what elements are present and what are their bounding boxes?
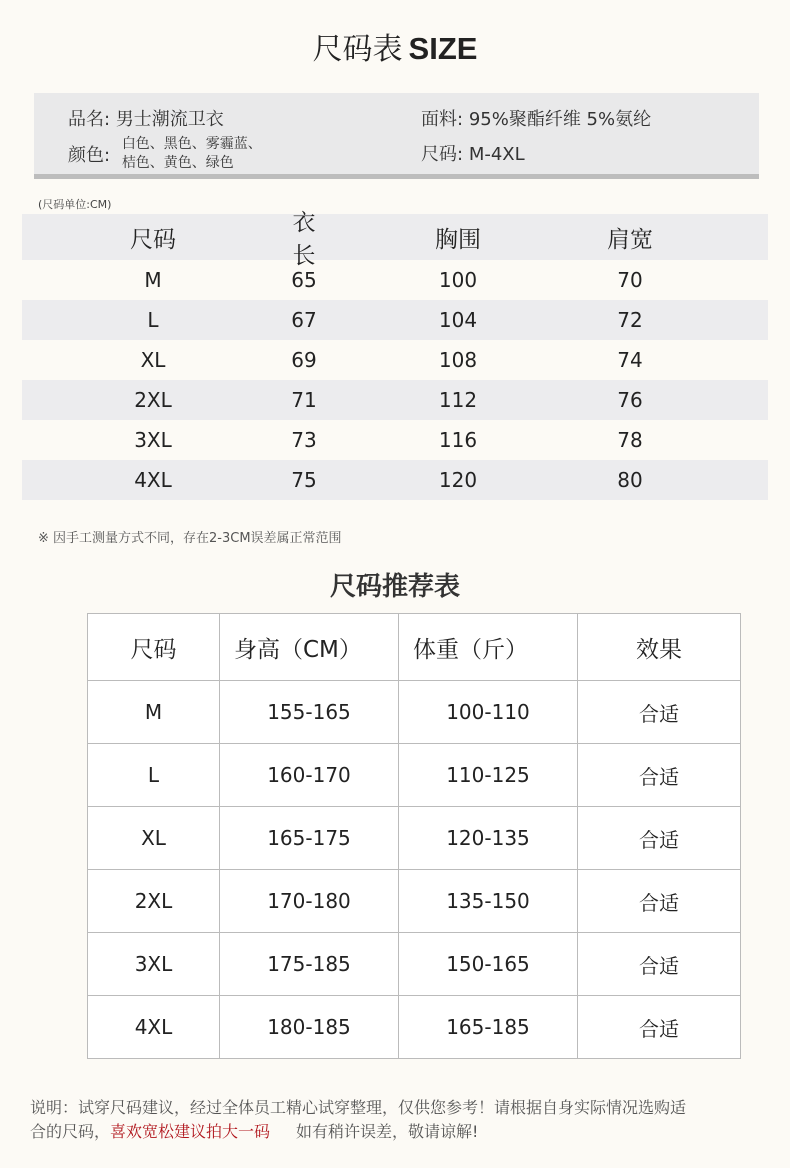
fabric-label: 面料: (421, 109, 464, 130)
header-chest: 胸围 (435, 226, 481, 253)
color-line-2: 桔色、黄色、绿色 (121, 155, 234, 171)
size-range-label: 尺码: (421, 144, 464, 165)
rec-height-cell: 180-185 (220, 996, 399, 1059)
footer-line-1: 说明：试穿尺码建议，经过全体员工精心试穿整理，仅供您参考！请根据自身实际情况选购适 (30, 1098, 687, 1117)
size-table-row (22, 340, 768, 380)
length-cell: 69 (291, 348, 317, 372)
product-info-panel (34, 93, 759, 179)
rec-weight-cell: 120-135 (399, 807, 578, 870)
rec-weight-cell: 100-110 (399, 681, 578, 744)
rec-header-height: 身高（CM） (220, 614, 399, 681)
length-cell: 65 (291, 268, 317, 292)
footer-line-2b: 如有稍许误差，敬请谅解! (296, 1122, 479, 1141)
size-table-row (22, 460, 768, 500)
recommend-table-row (88, 933, 741, 996)
size-cell: XL (140, 348, 166, 372)
chest-cell: 112 (438, 388, 478, 412)
recommend-table (87, 613, 741, 1059)
color-row (68, 136, 262, 173)
size-cell: 2XL (134, 388, 172, 412)
recommend-table-row (88, 681, 741, 744)
length-cell: 73 (291, 428, 317, 452)
rec-effect-cell: 合适 (578, 744, 741, 807)
page-title-cn: 尺码表 (312, 32, 403, 67)
footer-note (30, 1096, 770, 1144)
shoulder-cell: 78 (617, 428, 643, 452)
size-cell: M (144, 268, 162, 292)
rec-size-cell: M (88, 681, 220, 744)
rec-header-weight: 体重（斤） (399, 614, 578, 681)
chest-cell: 104 (438, 308, 478, 332)
size-cell: L (147, 308, 159, 332)
length-cell: 67 (291, 308, 317, 332)
shoulder-cell: 76 (617, 388, 643, 412)
product-name-value: 男士潮流卫衣 (115, 109, 224, 130)
page-title-en: SIZE (408, 31, 478, 66)
rec-size-cell: 2XL (88, 870, 220, 933)
page-title (0, 24, 790, 68)
size-table (22, 210, 768, 500)
recommend-title: 尺码推荐表 (329, 572, 460, 602)
rec-height-cell: 165-175 (220, 807, 399, 870)
product-name-label: 品名: (68, 109, 111, 130)
rec-header-size: 尺码 (88, 614, 220, 681)
shoulder-cell: 80 (617, 468, 643, 492)
rec-weight-cell: 135-150 (399, 870, 578, 933)
rec-weight-cell: 150-165 (399, 933, 578, 996)
length-cell: 71 (291, 388, 317, 412)
rec-size-cell: XL (88, 807, 220, 870)
size-cell: 4XL (134, 468, 172, 492)
size-table-row (22, 300, 768, 340)
rec-size-cell: 4XL (88, 996, 220, 1059)
product-name-row (68, 105, 224, 131)
rec-height-cell: 175-185 (220, 933, 399, 996)
shoulder-cell: 74 (617, 348, 643, 372)
header-shoulder: 肩宽 (607, 226, 653, 253)
footer-line-2a: 合的尺码， (30, 1122, 111, 1141)
shoulder-cell: 72 (617, 308, 643, 332)
rec-weight-cell: 165-185 (399, 996, 578, 1059)
rec-header-effect: 效果 (578, 614, 741, 681)
measure-note: ※ 因手工测量方式不同，存在2-3CM误差属正常范围 (38, 531, 342, 546)
color-line-1: 白色、黑色、雾霾蓝、 (121, 136, 262, 152)
size-cell: 3XL (134, 428, 172, 452)
size-range-row (421, 140, 525, 166)
color-values (122, 135, 262, 173)
rec-weight-cell: 110-125 (399, 744, 578, 807)
chest-cell: 120 (438, 468, 478, 492)
recommend-table-row (88, 870, 741, 933)
length-cell: 75 (291, 468, 317, 492)
recommend-table-row (88, 996, 741, 1059)
recommend-table-row (88, 744, 741, 807)
unit-note: (尺码单位:CM) (38, 198, 112, 211)
rec-height-cell: 155-165 (220, 681, 399, 744)
footer-highlight: 喜欢宽松建议拍大一码 (110, 1122, 271, 1141)
header-size: 尺码 (130, 226, 176, 253)
recommend-table-header (88, 614, 741, 681)
header-length: 衣长 (292, 210, 316, 269)
size-table-header (22, 210, 768, 269)
size-table-row (22, 420, 768, 460)
chest-cell: 100 (438, 268, 478, 292)
rec-effect-cell: 合适 (578, 807, 741, 870)
chest-cell: 116 (438, 428, 478, 452)
recommend-table-row (88, 807, 741, 870)
rec-height-cell: 170-180 (220, 870, 399, 933)
fabric-row (421, 105, 651, 131)
rec-height-cell: 160-170 (220, 744, 399, 807)
size-table-row (22, 380, 768, 420)
rec-size-cell: L (88, 744, 220, 807)
chest-cell: 108 (438, 348, 478, 372)
shoulder-cell: 70 (617, 268, 643, 292)
rec-effect-cell: 合适 (578, 933, 741, 996)
rec-effect-cell: 合适 (578, 681, 741, 744)
size-range-value: M-4XL (468, 144, 525, 165)
color-label: 颜色: (68, 145, 111, 166)
size-table-row (22, 260, 768, 300)
fabric-value: 95%聚酯纤维 5%氨纶 (468, 109, 652, 130)
rec-effect-cell: 合适 (578, 870, 741, 933)
rec-effect-cell: 合适 (578, 996, 741, 1059)
rec-size-cell: 3XL (88, 933, 220, 996)
